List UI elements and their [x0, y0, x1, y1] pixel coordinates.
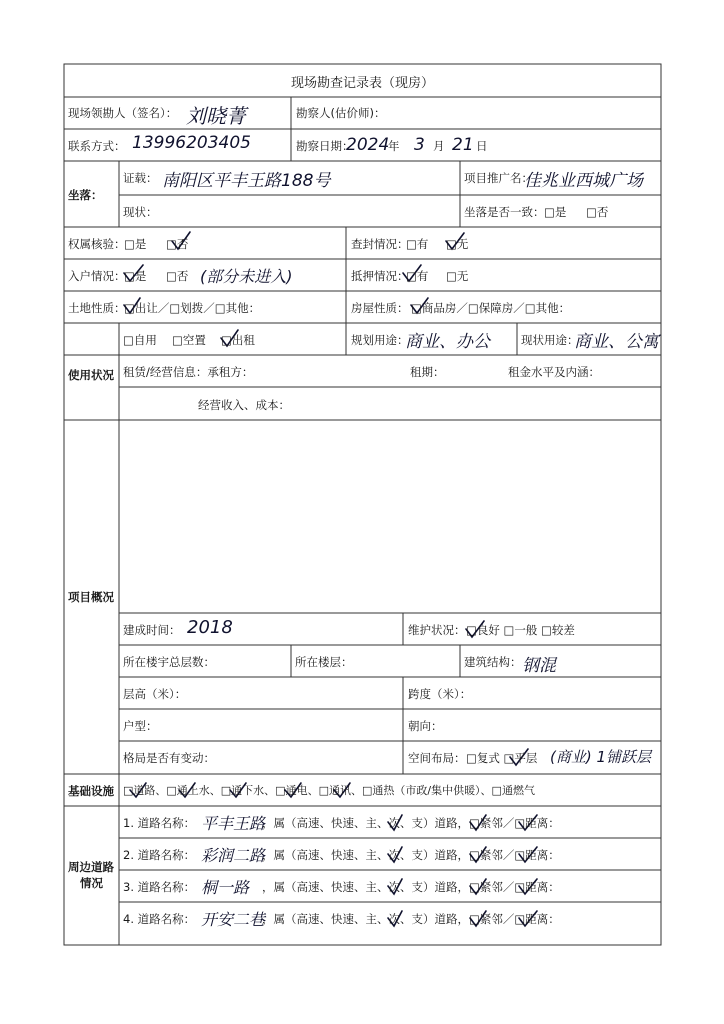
ownership-label: 权属核验：	[68, 237, 126, 251]
usage-vacant-checkbox[interactable]: □空置	[172, 333, 206, 347]
roads-section-line1: 周边道路	[68, 860, 114, 874]
current-use-label: 现状用途：	[521, 333, 579, 347]
ownership-no-checkbox[interactable]: □否	[166, 237, 189, 251]
date-label: 勘察日期：	[296, 139, 354, 153]
mortgage-none-checkbox[interactable]: □无	[446, 269, 469, 283]
entry-no-checkbox[interactable]: □否	[166, 269, 189, 283]
road-2-label: 2. 道路名称：	[123, 848, 196, 862]
promo-label: 项目推广名：	[464, 171, 533, 185]
road-3-name[interactable]: 桐一路	[201, 878, 250, 897]
road-4-label: 4. 道路名称：	[123, 912, 196, 926]
built-label: 建成时间：	[123, 623, 181, 637]
layout-change-label: 格局是否有变动：	[123, 751, 215, 765]
maintenance-options[interactable]: □良好 □一般 □较差	[466, 623, 575, 637]
road-1-attr: ，属（高速、快速、主、次、支）道路，□紧邻／□距离：	[262, 816, 560, 830]
road-4-attr: ，属（高速、快速、主、次、支）道路，□紧邻／□距离：	[262, 912, 560, 926]
usage-section: 使用状况	[68, 368, 114, 382]
roads-section-line2: 情况	[80, 876, 103, 890]
space-layout-options[interactable]: □复式 □平层	[466, 751, 538, 765]
entry-note[interactable]: (部分未进入)	[200, 267, 293, 286]
entry-yes-checkbox[interactable]: □是	[124, 269, 147, 283]
project-section: 项目概况	[68, 590, 114, 604]
surveyor-signature[interactable]: 刘晓菁	[186, 104, 246, 128]
promo-value[interactable]: 佳兆业西城广场	[524, 171, 643, 191]
road-1-label: 1. 道路名称：	[123, 816, 196, 830]
surveyor-label: 现场领勘人（签名）：	[68, 106, 178, 120]
mortgage-label: 抵押情况：	[351, 269, 409, 283]
date-month[interactable]: 3	[414, 135, 425, 155]
seal-have-checkbox[interactable]: □有	[406, 237, 429, 251]
land-label: 土地性质：	[68, 301, 126, 315]
plan-use-value[interactable]: 商业、办公	[405, 332, 490, 352]
road-1-name[interactable]: 平丰王路	[201, 814, 266, 833]
span-label: 跨度（米）：	[408, 687, 472, 701]
house-options[interactable]: □商品房／□保障房／□其他：	[411, 301, 571, 315]
space-layout-label: 空间布局：	[408, 751, 466, 765]
form-title: 现场勘查记录表（现房）	[290, 76, 434, 91]
date-day-unit: 日	[476, 139, 488, 153]
structure-label: 建筑结构：	[464, 655, 522, 669]
built-value[interactable]: 2018	[187, 617, 233, 638]
consistent-no-checkbox[interactable]: □否	[586, 205, 609, 219]
structure-value[interactable]: 钢混	[522, 656, 556, 676]
consistent-label: 坐落是否一致：	[464, 205, 545, 219]
phone-label: 联系方式：	[68, 139, 126, 153]
date-day[interactable]: 21	[452, 135, 474, 155]
road-3-attr: ，属（高速、快速、主、次、支）道路，□紧邻／□距离：	[262, 880, 560, 894]
current-use-value[interactable]: 商业、公寓	[574, 332, 659, 352]
usage-rent-checkbox[interactable]: □出租	[221, 333, 255, 347]
seal-label: 查封情况：	[351, 237, 409, 251]
consistent-yes-checkbox[interactable]: □是	[544, 205, 567, 219]
cert-value[interactable]: 南阳区平丰王路188号	[162, 171, 331, 191]
road-2-attr: ，属（高速、快速、主、次、支）道路，□紧邻／□距离：	[262, 848, 560, 862]
road-4-name[interactable]: 开安二巷	[201, 910, 266, 929]
height-label: 层高（米）：	[123, 687, 187, 701]
mortgage-have-checkbox[interactable]: □有	[406, 269, 429, 283]
seal-none-checkbox[interactable]: □无	[446, 237, 469, 251]
land-options[interactable]: □出让／□划拨／□其他：	[124, 301, 261, 315]
infra-section: 基础设施	[68, 784, 114, 798]
entry-label: 入户情况：	[68, 269, 126, 283]
space-layout-note[interactable]: (商业) 1铺跃层	[550, 748, 652, 766]
ownership-yes-checkbox[interactable]: □是	[124, 237, 147, 251]
floors-total-label: 所在楼宇总层数：	[123, 655, 215, 669]
maintenance-label: 维护状况：	[408, 623, 466, 637]
road-3-label: 3. 道路名称：	[123, 880, 196, 894]
location-section: 坐落：	[68, 188, 103, 202]
rent-level-label: 租金水平及内涵：	[508, 365, 600, 379]
house-label: 房屋性质：	[351, 301, 409, 315]
lease-period-label: 租期：	[410, 365, 445, 379]
unit-type-label: 户型：	[123, 719, 158, 733]
lease-label: 租赁/经营信息：承租方：	[123, 365, 254, 379]
usage-self-checkbox[interactable]: □自用	[123, 333, 157, 347]
actual-label: 现状：	[123, 205, 158, 219]
appraiser-label: 勘察人(估价师)：	[296, 106, 386, 120]
phone-value[interactable]: 13996203405	[132, 133, 251, 153]
plan-use-label: 规划用途：	[351, 333, 409, 347]
date-year[interactable]: 2024	[346, 135, 390, 155]
date-month-unit: 月	[433, 139, 445, 153]
income-label: 经营收入、成本：	[198, 398, 290, 412]
cert-label: 证载：	[123, 171, 158, 185]
road-2-name[interactable]: 彩润二路	[201, 846, 266, 865]
facing-label: 朝向：	[408, 719, 443, 733]
floor-label: 所在楼层：	[295, 655, 353, 669]
date-year-unit: 年	[388, 139, 400, 153]
infra-options[interactable]: □道路、□通上水、□通下水、□通电、□通讯、□通热（市政/集中供暖）、□通燃气	[123, 784, 535, 797]
